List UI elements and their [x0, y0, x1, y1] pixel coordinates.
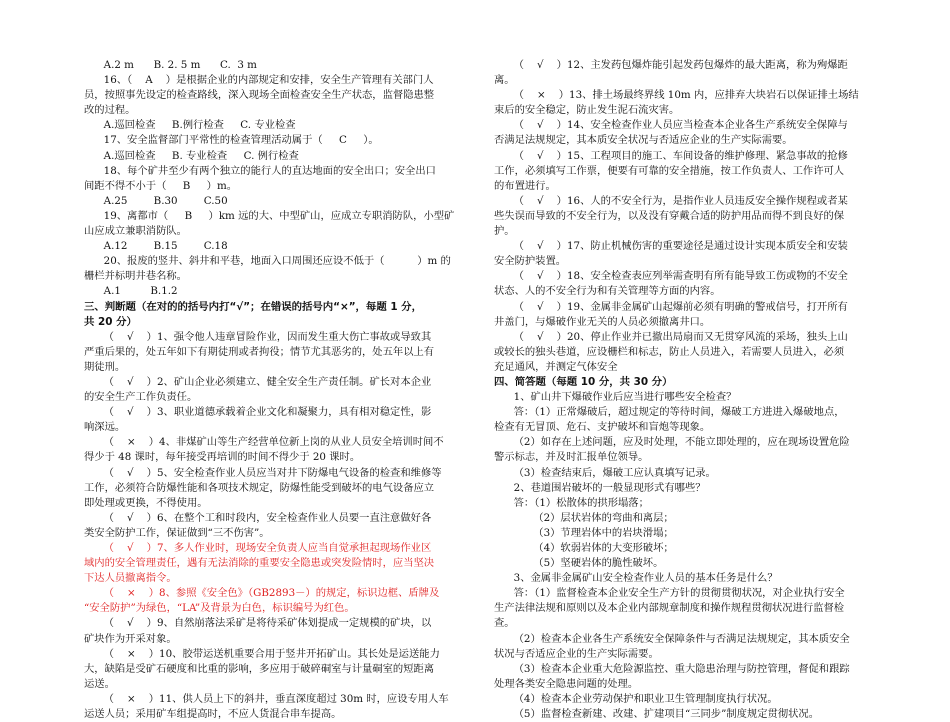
text-line: （ √ ）18、安全检查表应列举需查明有所有能导致工伤或物的不安全	[494, 270, 848, 283]
text-line: 工作，必须符合防爆性能和各项技术规定，防爆性能受到破坏的电气设备应立	[84, 481, 435, 494]
text-line: 否满足法规规定，其本质安全状况与否适应企业的生产实际需要。	[494, 134, 793, 147]
text-line: （2）检查本企业各生产系统安全保障条件与否满足法规规定，其本质安全	[494, 632, 850, 645]
text-line: （ × ）4、非煤矿山等生产经营单位新上岗的从业人员安全培训时间不	[84, 436, 444, 449]
text-line: 2、巷道围岩破坏的一般显现形式有哪些？	[494, 481, 706, 494]
text-line: （2）如存在上述问题，应及时处理，不能立即处理的，应在现场设置危险	[494, 436, 850, 449]
text-line: 束后的安全稳定，防止发生泥石流灾害。	[494, 104, 680, 117]
text-line: 17、安全监督部门平常性的检查管理活动属于（ C ）。	[84, 134, 379, 147]
text-line: （ √ ）5、安全检查作业人员应当对井下防爆电气设备的检查和维修等	[84, 466, 442, 479]
text-line: 下达人员撤离指令。	[84, 572, 177, 585]
text-line: （5）坚硬岩体的脆性破坏。	[494, 557, 664, 570]
text-line: 类安全防护工作，保证做到“三不伤害”。	[84, 526, 270, 539]
section-heading-line: 共 20 分）	[84, 315, 137, 328]
text-line: 井盖门，与爆破作业无关的人员必须撤离井口。	[494, 315, 711, 328]
text-line: 运送。	[84, 677, 115, 690]
text-line: 运送人员；采用矿车组提高时，不应人货混合串车提高。	[84, 708, 342, 721]
text-line: （ √ ）9、自然崩落法采矿是将待采矿体划提成一定规模的矿块，以	[84, 617, 432, 630]
text-line: （ √ ）17、防止机械伤害的重要途径是通过设计实现本质安全和安装	[494, 240, 848, 253]
text-line: 严重后果的，处五年如下有期徒刑或者拘役；情节尤其恶劣的，处五年以上有	[84, 345, 435, 358]
text-line: 处理各类安全隐患问题的处理。	[494, 677, 639, 690]
text-line: （ √ ）16、人的不安全行为，是指作业人员违反安全操作规程或者某	[494, 194, 848, 207]
text-line: “安全防护”为绿色，“LA”及背景为白色，标识编号为红色。	[84, 602, 355, 615]
text-line: （ √ ）19、金属非金属矿山起爆前必须有明确的警戒信号，打开所有	[494, 300, 848, 313]
text-line: 答：（1）松散体的拱形塌落；	[494, 496, 649, 509]
text-line: （ √ ）14、安全检查作业人员应当检查本企业各生产系统安全保障与	[494, 119, 848, 132]
text-line: A.25 B.30 C.50	[84, 194, 228, 207]
text-line: A.12 B.15 C.18	[84, 240, 228, 253]
text-line: 充足通风，并测定气体安全	[494, 360, 618, 373]
text-line: （ × ）13、排土场最终界线 10m 内，应排弃大块岩石以保证排土场结	[494, 89, 859, 102]
text-line: （3）检查结束后，爆破工应认真填写记录。	[494, 466, 716, 479]
text-line: （2）层状岩体的弯曲和离层；	[494, 511, 674, 524]
text-line: 安全防护装置。	[494, 255, 567, 268]
text-line: 的安全生产工作负责任。	[84, 391, 198, 404]
text-line: （ √ ）15、工程项目的施工、车间设备的维护修理、紧急事故的抢修	[494, 149, 848, 162]
text-line: 域内的安全管理责任，遇有无法消除的重要安全隐患或突发险情时，应当坚决	[84, 557, 435, 570]
text-line: A.巡回检查 B.例行检查 C. 专业检查	[84, 119, 296, 132]
text-line: 答：（1）监督检查本企业安全生产方针的贯彻贯彻状况，对企业执行安全	[494, 587, 845, 600]
text-line: 得少于 48 课时，每年接受再培训的时间不得少于 20 课时。	[84, 451, 361, 464]
text-line: （3）检查本企业重大危险源监控、重大隐患治理与防控管理，督促和跟踪	[494, 662, 850, 675]
text-line: 期徒刑。	[84, 360, 126, 373]
text-line: 大，缺陷是受矿石硬度和比重的影响，多应用于破碎硐室与计量硐室的短距离	[84, 662, 435, 675]
section-heading-line: 四、简答题（每题 10 分，共 30 分）	[494, 375, 673, 388]
text-line: A.2 m B. 2. 5 m C. 3 m	[84, 59, 257, 71]
text-line: 16、（ A ）是根据企业的内部规定和安排，安全生产管理有关部门人	[84, 74, 434, 87]
text-line: 3、金属非金属矿山安全检查作业人员的基本任务是什么？	[494, 572, 778, 585]
text-line: 的布置进行。	[494, 179, 556, 192]
left-column	[84, 58, 464, 722]
text-line: 护。	[494, 225, 515, 238]
text-line: 改的过程。	[84, 104, 136, 117]
text-line: 19、离都市（ B ）km 远的大、中型矿山，应成立专职消防队，小型矿	[84, 209, 455, 222]
text-line: （4）检查本企业劳动保护和职业卫生管理制度执行状况。	[494, 692, 778, 705]
text-line: 20、报废的竖井、斜井和平巷，地面入口周围还应设不低于（ ）m 的	[84, 255, 451, 268]
text-line: 山应成立兼职消防队。	[84, 225, 187, 238]
text-line: 检查有无冒顶、危石、支护破坏和盲炮等现象。	[494, 421, 711, 434]
text-line: （ √ ）12、主发药包爆炸能引起发药包爆炸的最大距离，称为殉爆距	[494, 59, 848, 71]
text-line: 状况与否适应企业的生产实际需要。	[494, 647, 659, 660]
text-line: 离。	[494, 74, 515, 87]
text-line: 状态、人的不安全行为和有关管理等方面的内容。	[494, 285, 721, 298]
text-line: （3）节理岩体中的岩块滑塌；	[494, 526, 674, 539]
text-line: A.巡回检查 B. 专业检查 C. 例行检查	[84, 149, 299, 162]
text-line: 间距不得不小于（ B ）m。	[84, 179, 238, 192]
text-line: 员，按照事先设定的检查路线，深入现场全面检查安全生产状态，监督隐患整	[84, 89, 435, 102]
text-line: 矿块作为开采对象。	[84, 632, 177, 645]
text-line: （ √ ）1、强令他人违章冒险作业，因而发生重大伤亡事故或导致其	[84, 330, 432, 343]
text-line: （ √ ）6、在整个工和时段内，安全检查作业人员要一直注意做好各	[84, 511, 432, 524]
text-line: 警示标志，并及时汇报单位领导。	[494, 451, 649, 464]
text-line: 1、矿山井下爆破作业后应当进行哪些安全检查？	[494, 391, 737, 404]
text-line: 答：（1）正常爆破后，超过规定的等待时间，爆破工方进进入爆破地点，	[494, 406, 845, 419]
text-line: （ √ ）7、多人作业时，现场安全负责人应当自觉承担起现场作业区	[84, 542, 432, 554]
text-line: 查。	[494, 617, 515, 630]
text-line: A.1 B.1.2	[84, 285, 178, 298]
text-line: （4）软弱岩体的大变形破坏；	[494, 542, 674, 554]
text-line: 些失误而导致的不安全行为，以及没有穿戴合适的防护用品而得不到良好的保	[494, 209, 845, 222]
text-line: （ × ）10、胶带运送机重要合用于竖井开拓矿山。其长处是运送能力	[84, 647, 440, 660]
text-line: （5）监督检查新建、改建、扩建项目“三同步”制度规定贯彻状况。	[494, 708, 820, 721]
text-line: 或较长的独头巷道，应设栅栏和标志，防止人员进入，若需要人员进入，必须	[494, 345, 845, 358]
text-line: （ × ）11、供人员上下的斜井，垂直深度超过 30m 时，应设专用人车	[84, 692, 449, 705]
text-line: 响深远。	[84, 421, 126, 434]
text-line: （ √ ）3、职业道德承载着企业文化和凝聚力，具有相对稳定性，影	[84, 406, 432, 419]
right-column	[494, 58, 868, 722]
text-line: 18、每个矿井至少有两个独立的能行人的直达地面的安全出口；安全出口	[84, 164, 436, 177]
text-line: 即处理或更换，不得使用。	[84, 496, 208, 509]
text-line: 栅栏并标明井巷名称。	[84, 270, 187, 283]
text-line: （ × ）8、参照《安全色》（GB2893－）的规定，标识边框、盾牌及	[84, 587, 440, 600]
section-heading-line: 三、判断题（在对的的括号内打“√”；在错误的括号内“×”，每题 1 分，	[84, 300, 422, 313]
text-line: 生产法律法规和原则以及本企业内部规章制度和操作规程贯彻状况进行监督检	[494, 602, 845, 615]
text-line: （ √ ）2、矿山企业必须建立、健全安全生产责任制。矿长对本企业	[84, 375, 432, 388]
text-line: 工作，必须填写工作票，便要有可靠的安全措施，按工作负责人、工作许可人	[494, 164, 845, 177]
text-line: （ √ ）20、停止作业并已撤出局扇而又无贯穿风流的采场，独头上山	[494, 330, 848, 343]
